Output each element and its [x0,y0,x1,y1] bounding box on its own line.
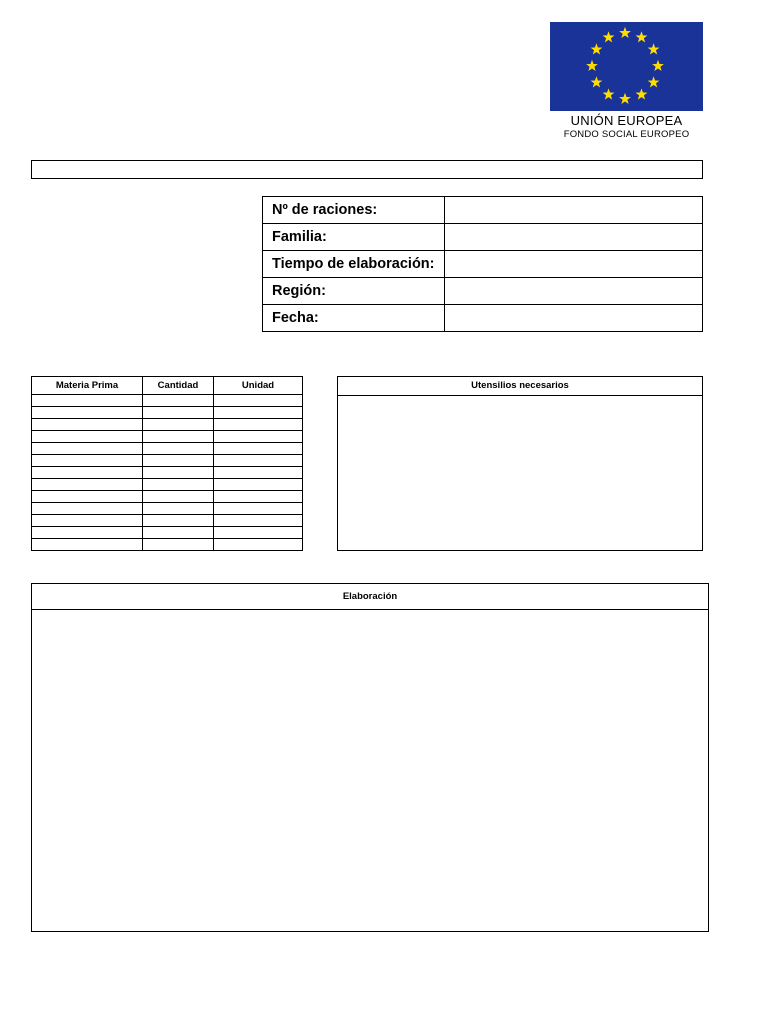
ingredient-cell[interactable] [143,467,214,479]
ingredient-cell[interactable] [214,455,303,467]
ingredient-cell[interactable] [214,539,303,551]
ingredient-cell[interactable] [32,407,143,419]
ingredient-cell[interactable] [143,407,214,419]
ingredient-cell[interactable] [214,479,303,491]
info-label: Tiempo de elaboración: [263,251,445,278]
info-row [263,251,703,278]
ingredient-cell[interactable] [143,455,214,467]
ingredient-cell[interactable] [214,467,303,479]
star-icon [603,31,615,42]
star-icon [636,31,648,42]
ingredient-cell[interactable] [214,515,303,527]
ingredient-cell[interactable] [32,419,143,431]
star-icon [648,43,660,54]
logo-title: UNIÓN EUROPEA [570,113,683,128]
info-value-field[interactable] [445,224,703,251]
ingredient-cell[interactable] [143,491,214,503]
ingredient-cell[interactable] [143,419,214,431]
star-icon [591,76,603,87]
recipe-title-field[interactable] [31,160,703,179]
ingredient-cell[interactable] [32,539,143,551]
ingredient-cell[interactable] [143,431,214,443]
ingredients-table [31,376,303,551]
ingredient-cell[interactable] [32,527,143,539]
tools-content-field[interactable] [338,396,702,550]
ingredient-cell[interactable] [143,479,214,491]
col-header-cantidad: Cantidad [143,377,214,395]
info-row [263,197,703,224]
eu-logo [550,22,703,140]
ingredient-cell[interactable] [214,419,303,431]
table-row [32,443,303,455]
table-row [32,407,303,419]
star-icon [636,88,648,99]
table-row [32,455,303,467]
ingredient-cell[interactable] [32,455,143,467]
info-value-field[interactable] [445,278,703,305]
table-row [32,503,303,515]
ingredient-cell[interactable] [214,491,303,503]
table-row [32,419,303,431]
ingredient-cell[interactable] [32,443,143,455]
star-icon [652,60,664,71]
info-row [263,305,703,332]
ingredient-cell[interactable] [143,395,214,407]
info-value-field[interactable] [445,197,703,224]
table-row [32,395,303,407]
star-icon [619,27,631,38]
ingredient-cell[interactable] [214,443,303,455]
info-row [263,224,703,251]
logo-subtitle: FONDO SOCIAL EUROPEO [563,129,690,140]
table-row [32,467,303,479]
col-header-materia-prima: Materia Prima [32,377,143,395]
ingredient-cell[interactable] [32,467,143,479]
ingredient-cell[interactable] [143,443,214,455]
star-icon [586,60,598,71]
ingredient-cell[interactable] [32,503,143,515]
info-label: Familia: [263,224,445,251]
star-icon [591,43,603,54]
star-icon [603,88,615,99]
ingredient-cell[interactable] [214,431,303,443]
ingredient-cell[interactable] [214,527,303,539]
ingredient-cell[interactable] [214,503,303,515]
ingredient-cell[interactable] [32,515,143,527]
ingredient-cell[interactable] [143,527,214,539]
tools-header: Utensilios necesarios [338,377,702,396]
elaboration-section [31,583,709,932]
table-row [32,479,303,491]
table-row [32,491,303,503]
star-icon [648,76,660,87]
eu-flag-icon [550,22,703,111]
ingredient-cell[interactable] [32,479,143,491]
ingredient-cell[interactable] [32,491,143,503]
table-row [32,431,303,443]
info-value-field[interactable] [445,305,703,332]
ingredient-cell[interactable] [214,407,303,419]
col-header-unidad: Unidad [214,377,303,395]
ingredient-cell[interactable] [143,539,214,551]
elaboration-content-field[interactable] [32,610,708,931]
info-label: Nº de raciones: [263,197,445,224]
table-row [32,527,303,539]
ingredient-cell[interactable] [143,503,214,515]
elaboration-header: Elaboración [32,584,708,610]
info-row [263,278,703,305]
ingredient-cell[interactable] [143,515,214,527]
ingredient-cell[interactable] [32,431,143,443]
info-label: Fecha: [263,305,445,332]
ingredient-cell[interactable] [32,395,143,407]
ingredient-cell[interactable] [214,395,303,407]
star-icon [619,93,631,104]
table-row [32,515,303,527]
info-value-field[interactable] [445,251,703,278]
recipe-info-table [262,196,703,332]
tools-section [337,376,703,551]
info-label: Región: [263,278,445,305]
table-row [32,539,303,551]
